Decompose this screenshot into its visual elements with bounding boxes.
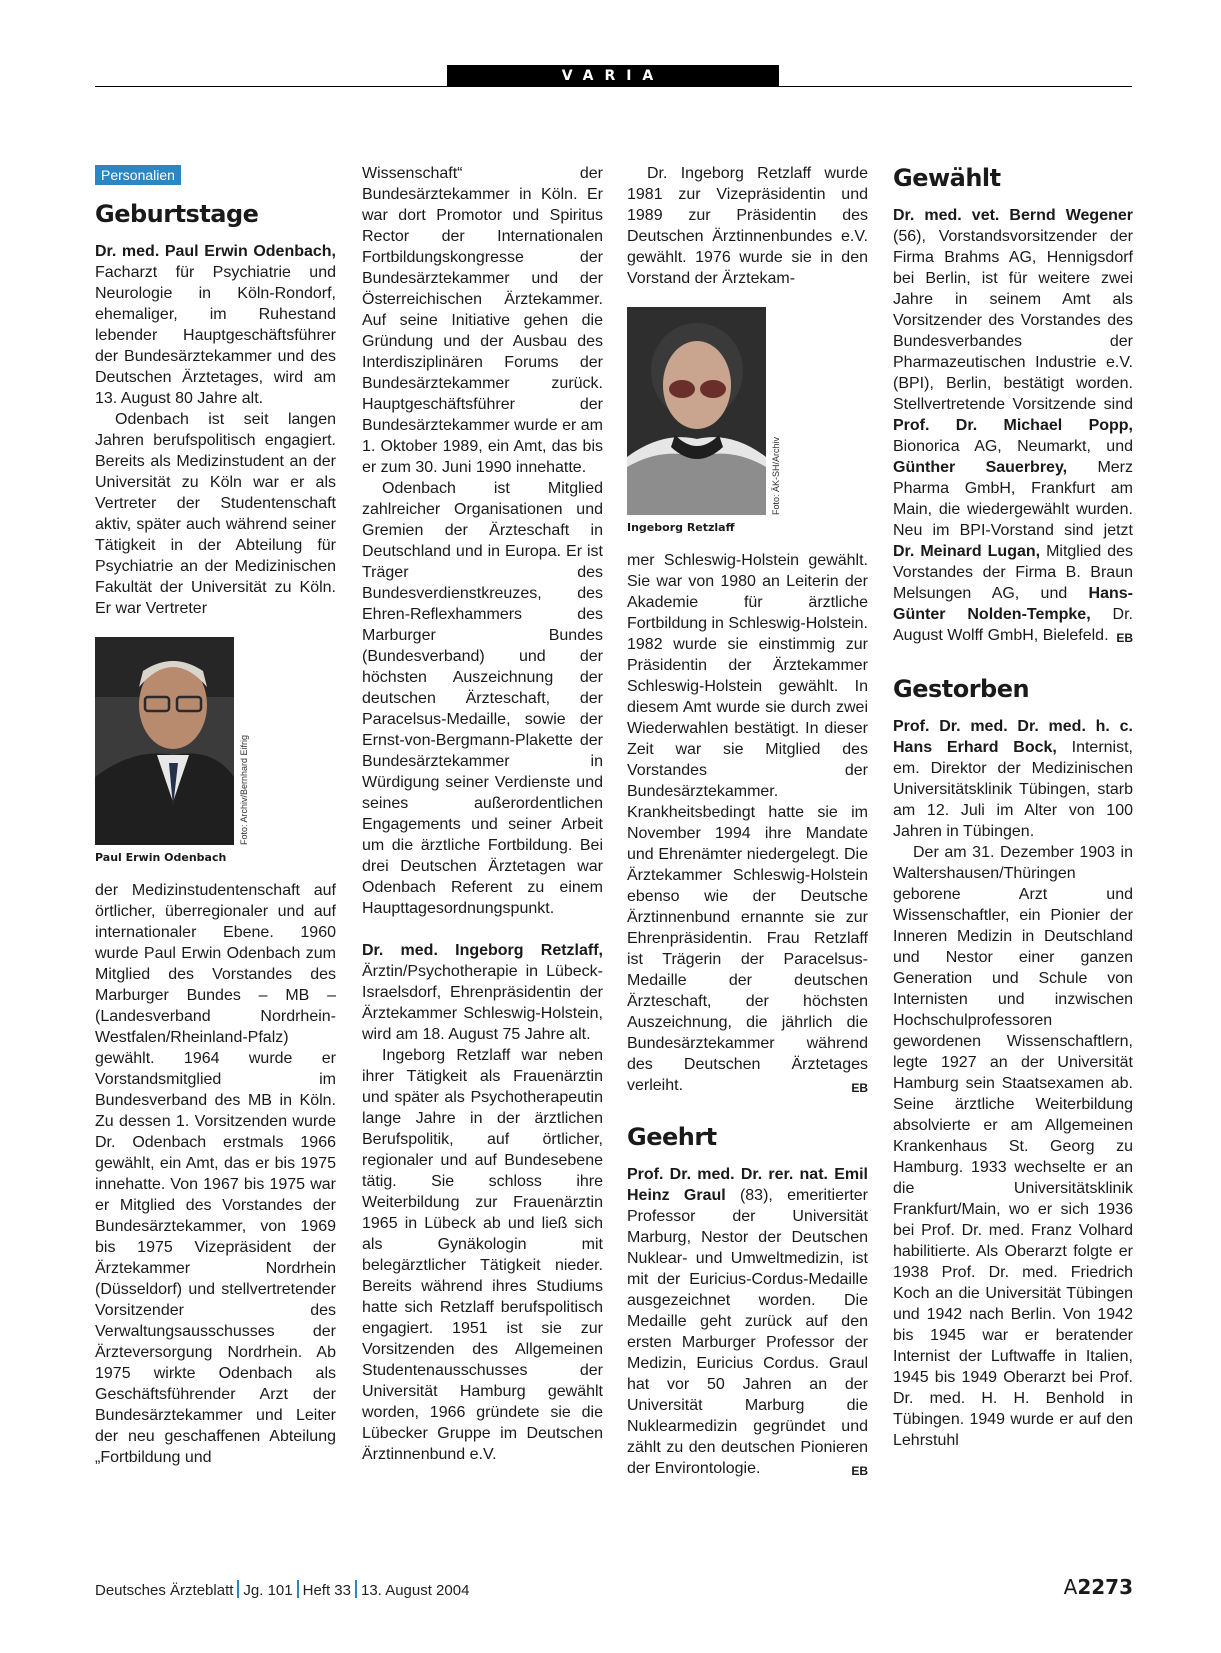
journal-issue: Heft 33: [302, 1582, 351, 1599]
journal-volume: Jg. 101: [243, 1582, 293, 1599]
paragraph-odenbach-intro: [95, 241, 336, 409]
paragraph-text: Dr. August Wolff GmbH, Bielefeld.: [893, 606, 1133, 644]
paragraph-text: Facharzt für Psychiatrie und Neurologie in Köln-Rondorf, ehemaliger, im Ruhestand lebender Hauptgeschäftsführer der Bundesärztekammer und des Deutschen Ärztetages, wird am 13. August 80 Jahre alt.: [95, 264, 336, 407]
photo-credit-text: Foto: ÄK-SH/Archiv: [771, 436, 781, 515]
journal-date: 13. August 2004: [361, 1582, 470, 1599]
paragraph-bpi: [893, 205, 1133, 646]
paragraph-text: Internist, em. Direktor der Medizinischen Universitätsklinik Tübingen, starb am 12. Juli im Alter von 100 Jahren in Tübingen.: [893, 739, 1133, 840]
footer-separator: [297, 1580, 299, 1598]
paragraph-text: Mitglied des Vorstandes der Firma B. Braun Melsungen AG, und: [893, 543, 1133, 602]
photo-odenbach-wrap: [95, 637, 255, 845]
heading-geehrt: Geehrt: [627, 1123, 717, 1151]
person-name: Prof. Dr. Michael Popp,: [893, 417, 1133, 434]
heading-geburtstage: Geburtstage: [95, 200, 259, 228]
photo-odenbach: [95, 637, 234, 845]
photo-retzlaff: [627, 307, 766, 515]
paragraph-text: Bionorica AG, Neumarkt, und: [893, 438, 1133, 455]
person-name: Hans-Günter Nolden-Tempke,: [893, 585, 1133, 623]
paragraph-retzlaff-continued: [627, 550, 868, 1096]
section-header: VARIA: [447, 65, 779, 87]
photo-credit: [769, 307, 783, 515]
photo-credit-text: Foto: Archiv/Bernhard Eifrig: [239, 734, 249, 845]
column-1: [95, 163, 336, 1468]
paragraph-bock-intro: [893, 716, 1133, 842]
author-signature: EB: [851, 1464, 868, 1478]
footer-separator: [355, 1580, 357, 1598]
person-name: Günther Sauerbrey,: [893, 459, 1068, 476]
paragraph-graul: [627, 1164, 868, 1479]
footer-separator: [237, 1580, 239, 1598]
paragraph-text: Merz Pharma GmbH, Frankfurt am Main, die wiedergewählt wurden. Neu im BPI-Vorstand sind jetzt: [893, 459, 1133, 539]
column-3: [627, 163, 868, 1482]
paragraph-text: mer Schleswig-Holstein gewählt. Sie war von 1980 an Leiterin der Akademie für ärztliche Fortbildung in Schleswig-Holstein. 1982 wurde sie einstimmig zur Präsidentin der Ärztekammer Schleswig-Holstein gewählt. In diesem Amt wurde sie durch zwei Wiederwahlen bestätigt. In dieser Zeit war sie Mitglied des Vorstandes der Bundesärztekammer. Krankheitsbedingt hatte sie im November 1994 ihre Mandate und Ehrenämter niedergelegt. Die Ärztekammer Schleswig-Holstein ebenso wie der Deutsche Ärztinnenbund ernannte sie zur Ehrenpräsidentin. Frau Retzlaff ist Trägerin der Paracelsus-Medaille der deutschen Ärzteschaft, der höchsten Auszeichnung, die jährlich die Bundesärztekammer während des Deutschen Ärztetages verleiht.: [627, 552, 868, 1094]
photo-retzlaff-wrap: [627, 307, 787, 515]
paragraph-retzlaff-intro: [362, 940, 603, 1045]
photo-caption: Ingeborg Retzlaff: [627, 521, 735, 534]
photo-credit: [237, 637, 251, 845]
person-name: Dr. med. Ingeborg Retzlaff,: [362, 942, 603, 959]
page-prefix: A: [1063, 1575, 1078, 1599]
paragraph-text: Ärztin/Psychotherapie in Lübeck-Israelsdorf, Ehrenpräsidentin der Ärztekammer Schleswig-Holstein, wird am 18. August 75 Jahre alt.: [362, 963, 603, 1043]
person-name: Dr. med. Paul Erwin Odenbach,: [95, 243, 336, 260]
column-2: [362, 163, 603, 1465]
paragraph-retzlaff-president: Dr. Ingeborg Retzlaff wurde 1981 zur Vizepräsidentin und 1989 zur Präsidentin des Deutschen Ärztinnenbundes e.V. gewählt. 1976 wurde sie in den Vorstand der Ärztekam-: [627, 165, 868, 287]
paragraph-odenbach-honors: Odenbach ist Mitglied zahlreicher Organisationen und Gremien der Ärzteschaft in Deutschland und in Europa. Er ist Träger des Bundesverdienstkreuzes, des Ehren-Reflexhammers des Marburger Bundes (Bundesverband) und der höchsten Auszeichnung der deutschen Ärzteschaft, der Paracelsus-Medaille, sowie der Ernst-von-Bergmann-Plakette der Bundesärztekammer in Würdigung seiner Verdienste und seines außerordentlichen Engagements und seiner Arbeit um die ärztliche Fortbildung. Bei drei Deutschen Ärztetagen war Odenbach Referent zu einem Haupttagesordnungspunkt.: [362, 480, 603, 917]
page-footer: [95, 1580, 469, 1599]
paragraph-odenbach-career: Odenbach ist seit langen Jahren berufspolitisch engagiert. Bereits als Medizinstudent an der Universität zu Köln war er als Vertreter der Studentenschaft aktiv, später auch während seiner Tätigkeit in der Abteilung für Psychiatrie an der Medizinischen Fakultät der Universität zu Köln. Er war Vertreter: [95, 411, 336, 617]
section-tag: Personalien: [95, 165, 181, 185]
author-signature: EB: [1116, 631, 1133, 645]
paragraph-text: (83), emeritierter Professor der Universität Marburg, Nestor der Deutschen Nuklear- und Umweltmedizin, ist mit der Euricius-Cordus-Medaille ausgezeichnet worden. Die Medaille geht zurück auf den ersten Marburger Professor der Medizin, Euricius Cordus. Graul hat vor 50 Jahren an der Universität Marburg die Nuklearmedizin gegründet und zählt zu den deutschen Pionieren der Environtologie.: [627, 1187, 868, 1477]
person-name: Prof. Dr. med. Dr. rer. nat. Emil Heinz Graul: [627, 1166, 868, 1204]
heading-gewaehlt: Gewählt: [893, 164, 1001, 192]
paragraph-retzlaff-career: Ingeborg Retzlaff war neben ihrer Tätigkeit als Frauenärztin und später als Psychotherapeutin lange Jahre in der ärztlichen Berufspolitik, auf örtlicher, regionaler und auf Bundesebene tätig. Sie schloss ihre Weiterbildung zur Frauenärztin 1965 in Lübeck ab und ließ sich als Gynäkologin mit belegärztlicher Tätigkeit nieder. Bereits während ihres Studiums hatte sich Retzlaff berufspolitisch engagiert. 1951 ist sie zur Vorsitzenden des Allgemeinen Studentenausschusses der Universität Hamburg gewählt worden, 1966 gründete sie die Lübecker Gruppe im Deutschen Ärztinnenbund e.V.: [362, 1047, 603, 1463]
person-name: Prof. Dr. med. Dr. med. h. c. Hans Erhard Bock,: [893, 718, 1133, 756]
author-signature: EB: [851, 1081, 868, 1095]
person-name: Dr. med. vet. Bernd Wegener: [893, 207, 1133, 224]
page-number: [1064, 1575, 1133, 1599]
page-number-value: 2273: [1077, 1575, 1133, 1599]
photo-caption: Paul Erwin Odenbach: [95, 851, 227, 864]
person-name: Dr. Meinard Lugan,: [893, 543, 1041, 560]
column-4: [893, 163, 1133, 1451]
journal-name: Deutsches Ärzteblatt: [95, 1582, 234, 1599]
paragraph-odenbach-continued: der Medizinstudentenschaft auf örtlicher, überregionaler und auf internationaler Ebene. 1960 wurde Paul Erwin Odenbach zum Mitglied des Vorstandes des Marburger Bundes – MB – (Landesverband Nordrhein-Westfalen/Rheinland-Pfalz) gewählt. 1964 wurde er Vorstandsmitglied im Bundesverband des MB in Köln. Zu dessen 1. Vorsitzenden wurde Dr. Odenbach erstmals 1966 gewählt, ein Amt, das er bis 1975 innehatte. Von 1967 bis 1975 war er Mitglied des Vorstandes der Bundesärztekammer, von 1969 bis 1975 Vizepräsident der Ärztekammer Nordrhein (Düsseldorf) und stellvertretender Vorsitzender des Verwaltungsausschusses der Ärzteversorgung Nordrhein. Ab 1975 wirkte Odenbach als Geschäftsführender Arzt der Bundesärztekammer und Leiter der neu geschaffenen Abteilung „Fortbildung und: [95, 882, 336, 1466]
paragraph-bock-career: Der am 31. Dezember 1903 in Waltershausen/Thüringen geborene Arzt und Wissenschaftler, ein Pionier der Inneren Medizin in Deutschland und Nestor einer ganzen Generation und Schule von Internisten und inzwischen Hochschulprofessoren gewordenen Wissenschaftlern, legte 1927 an der Universität Hamburg sein Staatsexamen ab. Seine ärztliche Weiterbildung absolvierte er am Allgemeinen Krankenhaus St. Georg zu Hamburg. 1933 wechselte er an die Universitätsklinik Frankfurt/Main, wo er sich 1936 bei Prof. Dr. med. Franz Volhard habilitierte. Als Oberarzt folgte er 1938 Prof. Dr. med. Friedrich Koch an die Universität Tübingen und 1942 nach Berlin. Von 1942 bis 1945 war er beratender Internist der Luftwaffe in Italien, 1945 bis 1949 Oberarzt bei Prof. Dr. med. H. H. Benhold in Tübingen. 1949 wurde er auf den Lehrstuhl: [893, 844, 1133, 1449]
heading-gestorben: Gestorben: [893, 675, 1030, 703]
paragraph-odenbach-wissenschaft: Wissenschaft“ der Bundesärztekammer in Köln. Er war dort Promotor und Spiritus Rector der Internationalen Fortbildungskongresse der Bundesärztekammer und der Österreichischen Ärztekammer. Auf seine Initiative gehen die Gründung und der Ausbau des Interdisziplinären Forums der Bundesärztekammer zurück. Hauptgeschäftsführer der Bundesärztekammer wurde er am 1. Oktober 1989, ein Amt, das bis er zum 30. Juni 1990 innehatte.: [362, 165, 603, 476]
paragraph-text: (56), Vorstandsvorsitzender der Firma Brahms AG, Hennigsdorf bei Berlin, ist für weitere zwei Jahre in seinem Amt als Vorsitzender des Vorstandes des Bundesverbandes der Pharmazeutischen Industrie e.V. (BPI), Berlin, bestätigt worden. Stellvertretende Vorsitzende sind: [893, 228, 1133, 413]
